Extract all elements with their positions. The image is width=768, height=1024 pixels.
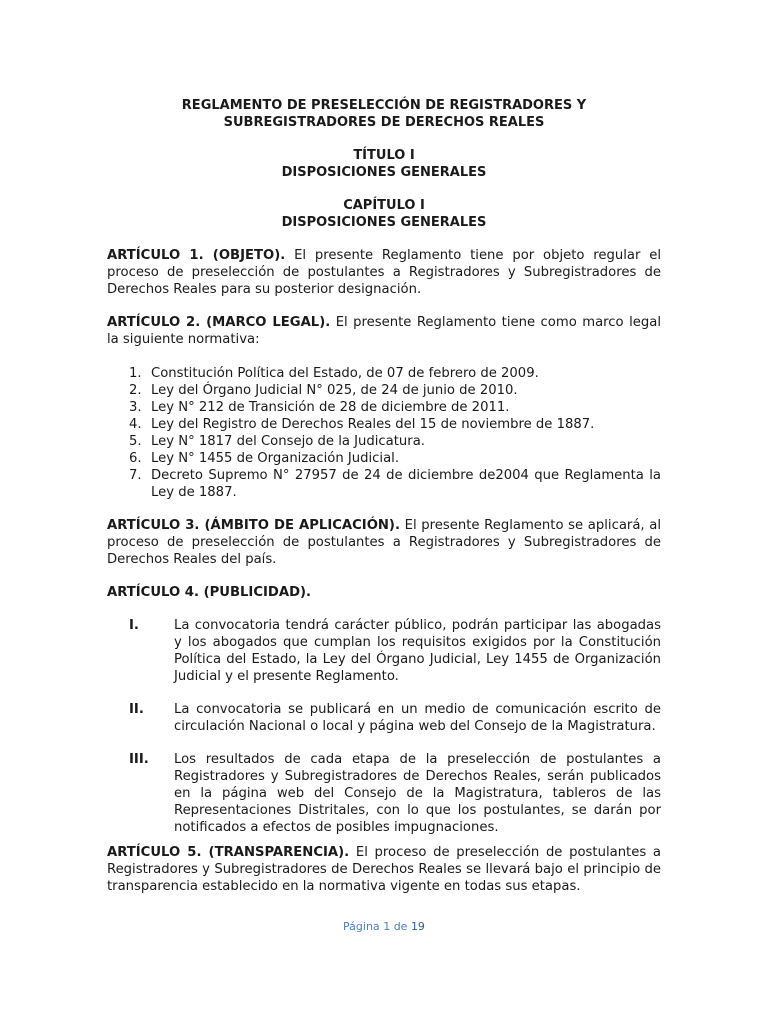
article-2-label: ARTÍCULO 2. (MARCO LEGAL).: [107, 315, 331, 330]
page-footer: [0, 920, 768, 933]
list-item-text: La convocatoria se publicará en un medio de comunicación escrito de circulación Nacional o local y página web del Consejo de la Magistratura.: [174, 702, 661, 734]
list-item-number: 1.: [129, 366, 142, 381]
list-item-number: 5.: [129, 434, 142, 449]
article-2: [107, 314, 661, 348]
list-item-text: Ley N° 1817 del Consejo de la Judicatura.: [151, 434, 425, 449]
article-1: [107, 247, 661, 298]
list-item: [107, 450, 661, 467]
list-item-text: Ley del Registro de Derechos Reales del 15 de noviembre de 1887.: [151, 417, 595, 432]
titulo-label: TÍTULO I: [353, 148, 415, 163]
article-3-text: El presente Reglamento se aplicará, al proceso de preselección de postulantes a Registradores y Subregistradores de Derechos Reales del país.: [107, 518, 661, 567]
article-4-label: ARTÍCULO 4. (PUBLICIDAD).: [107, 585, 312, 600]
list-item: [107, 382, 661, 399]
list-item-text: Ley N° 1455 de Organización Judicial.: [151, 451, 400, 466]
document-body: [107, 97, 661, 895]
list-item-text: Decreto Supremo N° 27957 de 24 de diciembre de2004 que Reglamenta la Ley de 1887.: [151, 468, 661, 500]
publicity-list: [107, 617, 661, 836]
list-item: [107, 365, 661, 382]
list-item-number: I.: [129, 618, 139, 633]
article-3-label: ARTÍCULO 3. (ÁMBITO DE APLICACIÓN).: [107, 518, 400, 533]
list-item: [107, 751, 661, 836]
list-item-number: III.: [129, 752, 149, 767]
list-item-text: La convocatoria tendrá carácter público, podrán participar las abogadas y los abogados que cumplan los requisitos exigidos por la Constitución Política del Estado, la Ley del Órgano Judicial, Ley 1455 de Organización Judicial y el presente Reglamento.: [174, 618, 661, 684]
page-word: Página: [343, 920, 380, 933]
capitulo-name: DISPOSICIONES GENERALES: [281, 215, 487, 230]
list-item-number: 4.: [129, 417, 142, 432]
list-item: [107, 416, 661, 433]
document-title-line-2: SUBREGISTRADORES DE DERECHOS REALES: [223, 115, 545, 130]
article-5-text: El proceso de preselección de postulantes a Registradores y Subregistradores de Derechos Reales se llevará bajo el principio de transparencia establecido en la normativa vigente en todas sus etapas.: [107, 845, 661, 894]
page-of-word: de: [393, 920, 408, 933]
list-item: [107, 399, 661, 416]
document-title-line-1: REGLAMENTO DE PRESELECCIÓN DE REGISTRADORES Y: [181, 98, 587, 113]
list-item-number: 6.: [129, 451, 142, 466]
page-current: 1: [383, 920, 391, 933]
list-item-number: II.: [129, 702, 144, 717]
article-4: [107, 584, 661, 601]
article-1-label: ARTÍCULO 1. (OBJETO).: [107, 248, 286, 263]
list-item-number: 2.: [129, 383, 142, 398]
article-5-label: ARTÍCULO 5. (TRANSPARENCIA).: [107, 845, 350, 860]
list-item: [107, 701, 661, 735]
list-item: [107, 617, 661, 685]
titulo-name: DISPOSICIONES GENERALES: [281, 165, 487, 180]
list-item-text: Constitución Política del Estado, de 07 de febrero de 2009.: [151, 366, 539, 381]
page-total: 19: [410, 920, 425, 933]
list-item-text: Ley N° 212 de Transición de 28 de diciembre de 2011.: [151, 400, 510, 415]
list-item: [107, 433, 661, 450]
list-item-number: 3.: [129, 400, 142, 415]
capitulo-label: CAPÍTULO I: [343, 198, 425, 213]
article-2-text: El presente Reglamento tiene como marco legal la siguiente normativa:: [107, 315, 661, 347]
article-5: [107, 844, 661, 895]
list-item-number: 7.: [129, 468, 142, 483]
list-item: [107, 467, 661, 501]
legal-framework-list: [107, 365, 661, 501]
article-3: [107, 517, 661, 568]
list-item-text: Los resultados de cada etapa de la preselección de postulantes a Registradores y Subregistradores de Derechos Reales, serán publicados en la página web del Consejo de la Magistratura, tableros de las Representaciones Distritales, con lo que los postulantes, se darán por notificados a efectos de posibles impugnaciones.: [174, 752, 661, 835]
article-1-text: El presente Reglamento tiene por objeto regular el proceso de preselección de postulantes a Registradores y Subregistradores de Derechos Reales para su posterior designación.: [107, 248, 662, 297]
list-item-text: Ley del Órgano Judicial N° 025, de 24 de junio de 2010.: [151, 383, 518, 398]
